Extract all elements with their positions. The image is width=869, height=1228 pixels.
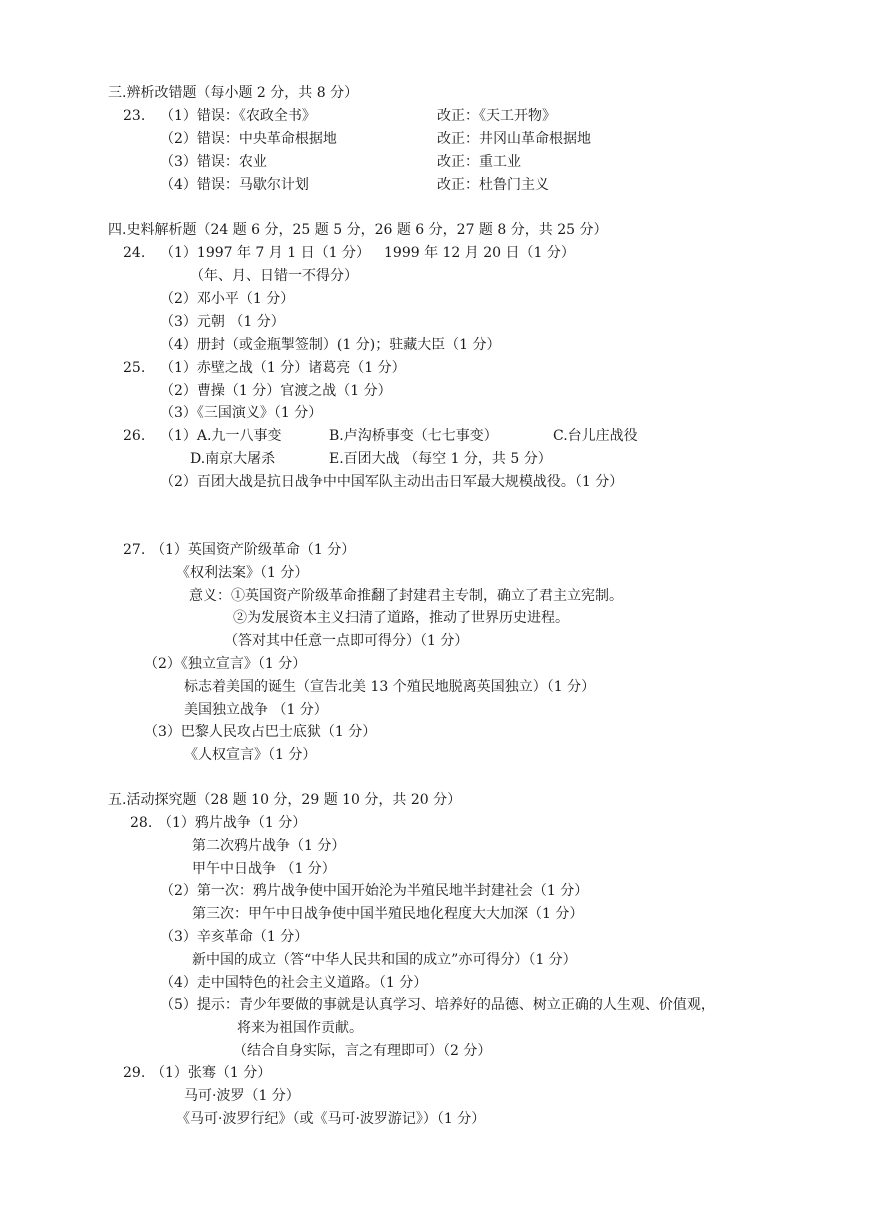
q26-answer-b: B.卢沟桥事变（七七事变）: [329, 428, 498, 444]
q23-error-1: （1）错误：《农政全书》: [160, 108, 316, 124]
q25-line-3: （3）《三国演义》（1 分）: [160, 405, 323, 421]
q27-line-4: ②为发展资本主义扫清了道路，推动了世界历史进程。: [233, 610, 569, 626]
q28-line-3: 甲午中日战争 （1 分）: [192, 861, 336, 877]
q27-line-9: （3）巴黎人民攻占巴士底狱（1 分）: [144, 724, 377, 740]
q23-error-4: （4）错误：马歇尔计划: [160, 177, 309, 193]
q23-fix-4: 改正：杜鲁门主义: [437, 177, 549, 193]
q23-error-3: （3）错误：农业: [160, 154, 267, 170]
section-3-title: 三.辨析改错题（每小题 2 分，共 8 分）: [108, 85, 359, 101]
q27-line-10: 《人权宣言》（1 分）: [184, 747, 317, 763]
q26-answer-c: C.台儿庄战役: [553, 428, 638, 444]
q28-line-11: （结合自身实际，言之有理即可）（2 分）: [233, 1043, 492, 1059]
q27-line-8: 美国独立战争 （1 分）: [184, 702, 328, 718]
q25-line-1: （1）赤壁之战（1 分）诸葛亮（1 分）: [160, 360, 406, 376]
q24-line-3: （3）元朝 （1 分）: [160, 314, 285, 330]
q29-line-2: 马可·波罗（1 分）: [184, 1088, 300, 1104]
q27-line-1: （1）英国资产阶级革命（1 分）: [151, 542, 356, 558]
q28-line-9: （5）提示：青少年要做的事就是认真学习、培养好的品德、树立正确的人生观、价值观，: [160, 997, 715, 1013]
q27-number: 27.: [123, 542, 146, 558]
q27-line-2: 《权利法案》（1 分）: [176, 565, 309, 581]
section-4-title: 四.史料解析题（24 题 6 分，25 题 5 分，26 题 6 分，27 题 8 分，共 25 分）: [108, 222, 608, 238]
q28-line-10: 将来为祖国作贡献。: [237, 1020, 363, 1036]
q28-line-6: （3）辛亥革命（1 分）: [160, 929, 309, 945]
q28-line-5: 第三次：甲午中日战争使中国半殖民地化程度大大加深（1 分）: [192, 906, 584, 922]
q29-number: 29.: [123, 1065, 146, 1081]
q28-line-8: （4）走中国特色的社会主义道路。（1 分）: [160, 975, 428, 991]
q24-line-1b: 1999 年 12 月 20 日（1 分）: [384, 245, 575, 261]
q27-line-7: 标志着美国的诞生（宣告北美 13 个殖民地脱离英国独立）（1 分）: [184, 679, 596, 695]
q26-line-2: （2）百团大战是抗日战争中中国军队主动出击日军最大规模战役。（1 分）: [160, 474, 624, 490]
q26-answer-e: E.百团大战 （每空 1 分，共 5 分）: [329, 451, 552, 467]
q26-answer-d: D.南京大屠杀: [190, 451, 276, 467]
q28-line-4: （2）第一次：鸦片战争使中国开始沦为半殖民地半封建社会（1 分）: [160, 883, 589, 899]
q25-number: 25.: [123, 360, 146, 376]
q28-number: 28.: [130, 815, 153, 831]
q29-line-1: （1）张骞（1 分）: [151, 1065, 272, 1081]
q28-line-7: 新中国的成立（答“中华人民共和国的成立”亦可得分）（1 分）: [192, 952, 577, 968]
q26-number: 26.: [123, 428, 146, 444]
q23-number: 23.: [123, 108, 146, 124]
q24-line-4: （4）册封（或金瓶掣签制）(1 分)；驻藏大臣（1 分）: [160, 337, 501, 353]
q25-line-2: （2）曹操（1 分）官渡之战（1 分）: [160, 383, 392, 399]
section-5-title: 五.活动探究题（28 题 10 分，29 题 10 分，共 20 分）: [108, 792, 462, 808]
q26-answer-a: （1）A.九一八事变: [160, 428, 282, 444]
q23-fix-3: 改正：重工业: [437, 154, 521, 170]
q23-error-2: （2）错误：中央革命根据地: [160, 131, 337, 147]
q28-line-1: （1）鸦片战争（1 分）: [158, 815, 307, 831]
q23-fix-1: 改正：《天工开物》: [437, 108, 556, 124]
q29-line-3: 《马可·波罗行纪》（或《马可·波罗游记》）（1 分）: [176, 1111, 486, 1127]
q24-line-1a: （1）1997 年 7 月 1 日（1 分）: [160, 245, 370, 261]
q27-line-5: （答对其中任意一点即可得分）（1 分）: [224, 633, 469, 649]
q24-note: （年、月、日错一不得分）: [190, 268, 358, 284]
q27-line-3: 意义：①英国资产阶级革命推翻了封建君主专制，确立了君主立宪制。: [189, 588, 623, 604]
q27-line-6: （2）《独立宣言》（1 分）: [144, 656, 307, 672]
q24-number: 24.: [123, 245, 146, 261]
q24-line-2: （2）邓小平（1 分）: [160, 291, 295, 307]
q23-fix-2: 改正：井冈山革命根据地: [437, 131, 591, 147]
q28-line-2: 第二次鸦片战争（1 分）: [192, 838, 346, 854]
